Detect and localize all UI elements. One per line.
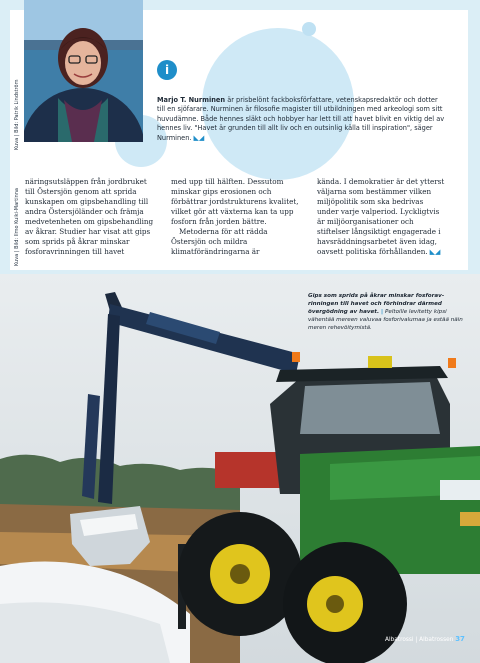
paragraph: Metoderna för att rädda Östersjön och mildra klimatförändringarna är (171, 227, 268, 256)
article-column-3 (317, 177, 447, 257)
caption-swedish: Gips som sprids på åkrar minskar fosforavrinningen till havet och förhindrar därmed övergödning av havet. (308, 293, 445, 315)
photo-caption (308, 292, 468, 332)
publication-name: Albatrossi | Albatrossen (385, 637, 454, 643)
page-footer (385, 635, 465, 643)
page-number: 37 (455, 635, 465, 643)
info-icon: i (157, 60, 177, 80)
paragraph: näringsutsläppen från jordbruket till Östersjön genom att sprida kunskapen om gipsbehandling till andra Östersjöländer och främja medvetenheten om gipsbehandling av åkrar. Studier har visat att gips som sprids på åkrar minskar fosforavrinningen till havet (25, 177, 154, 256)
albatross-endmark-icon: ◣◢ (193, 133, 205, 142)
caption-finnish: Peltoille levitetty kipsi vähentää mereen valuvaa fosforivalumaa ja estää näin meren rehevöitymistä. (308, 309, 463, 331)
article-column-1 (25, 177, 155, 257)
paragraph: med upp till hälften. Dessutom minskar gips erosionen och förbättrar jordstrukturens kvalitet, vilket gör att växterna kan ta upp fosforn från jorden bättre. (171, 177, 299, 226)
author-bio (157, 96, 447, 143)
portrait-credit: Kuva | Bild: Patrik Lindström (14, 79, 20, 150)
author-name: Marjo T. Nurminen (157, 96, 226, 104)
caption-separator: | (381, 309, 384, 315)
tractor-photo (0, 274, 480, 663)
author-bio-text: är prisbelönt fackboksförfattare, vetenskapsredaktör och dotter till en sjöfarare. Nurminen är filosofie magister till utbildningen med arkeologi som sitt huvudämne. Både hennes släkt och hobbyer har lett till att havet blivit en viktig del av hennes liv. "Havet är grunden till allt liv och en outsinlig källa till inspiration", säger Nurminen. (157, 96, 445, 142)
article-column-2 (171, 177, 301, 257)
body-photo-credit: Kuva | Bild: Ilmo Kuiki-Martinna (14, 188, 20, 266)
paragraph (317, 177, 447, 257)
portrait-photo (24, 0, 143, 142)
decorative-circle-small (302, 22, 316, 36)
albatross-endmark-icon: ◣◢ (429, 247, 441, 256)
paragraph-text: kända. I demokratier är det ytterst väljarna som bestämmer vilken miljöpolitik som ska bedrivas under varje valperiod. Lyckligtvis är miljöorganisationer och stiftelser långsiktigt engagerade i havsräddningsarbetet även idag, oavsett politiska förhållanden. (317, 177, 445, 256)
